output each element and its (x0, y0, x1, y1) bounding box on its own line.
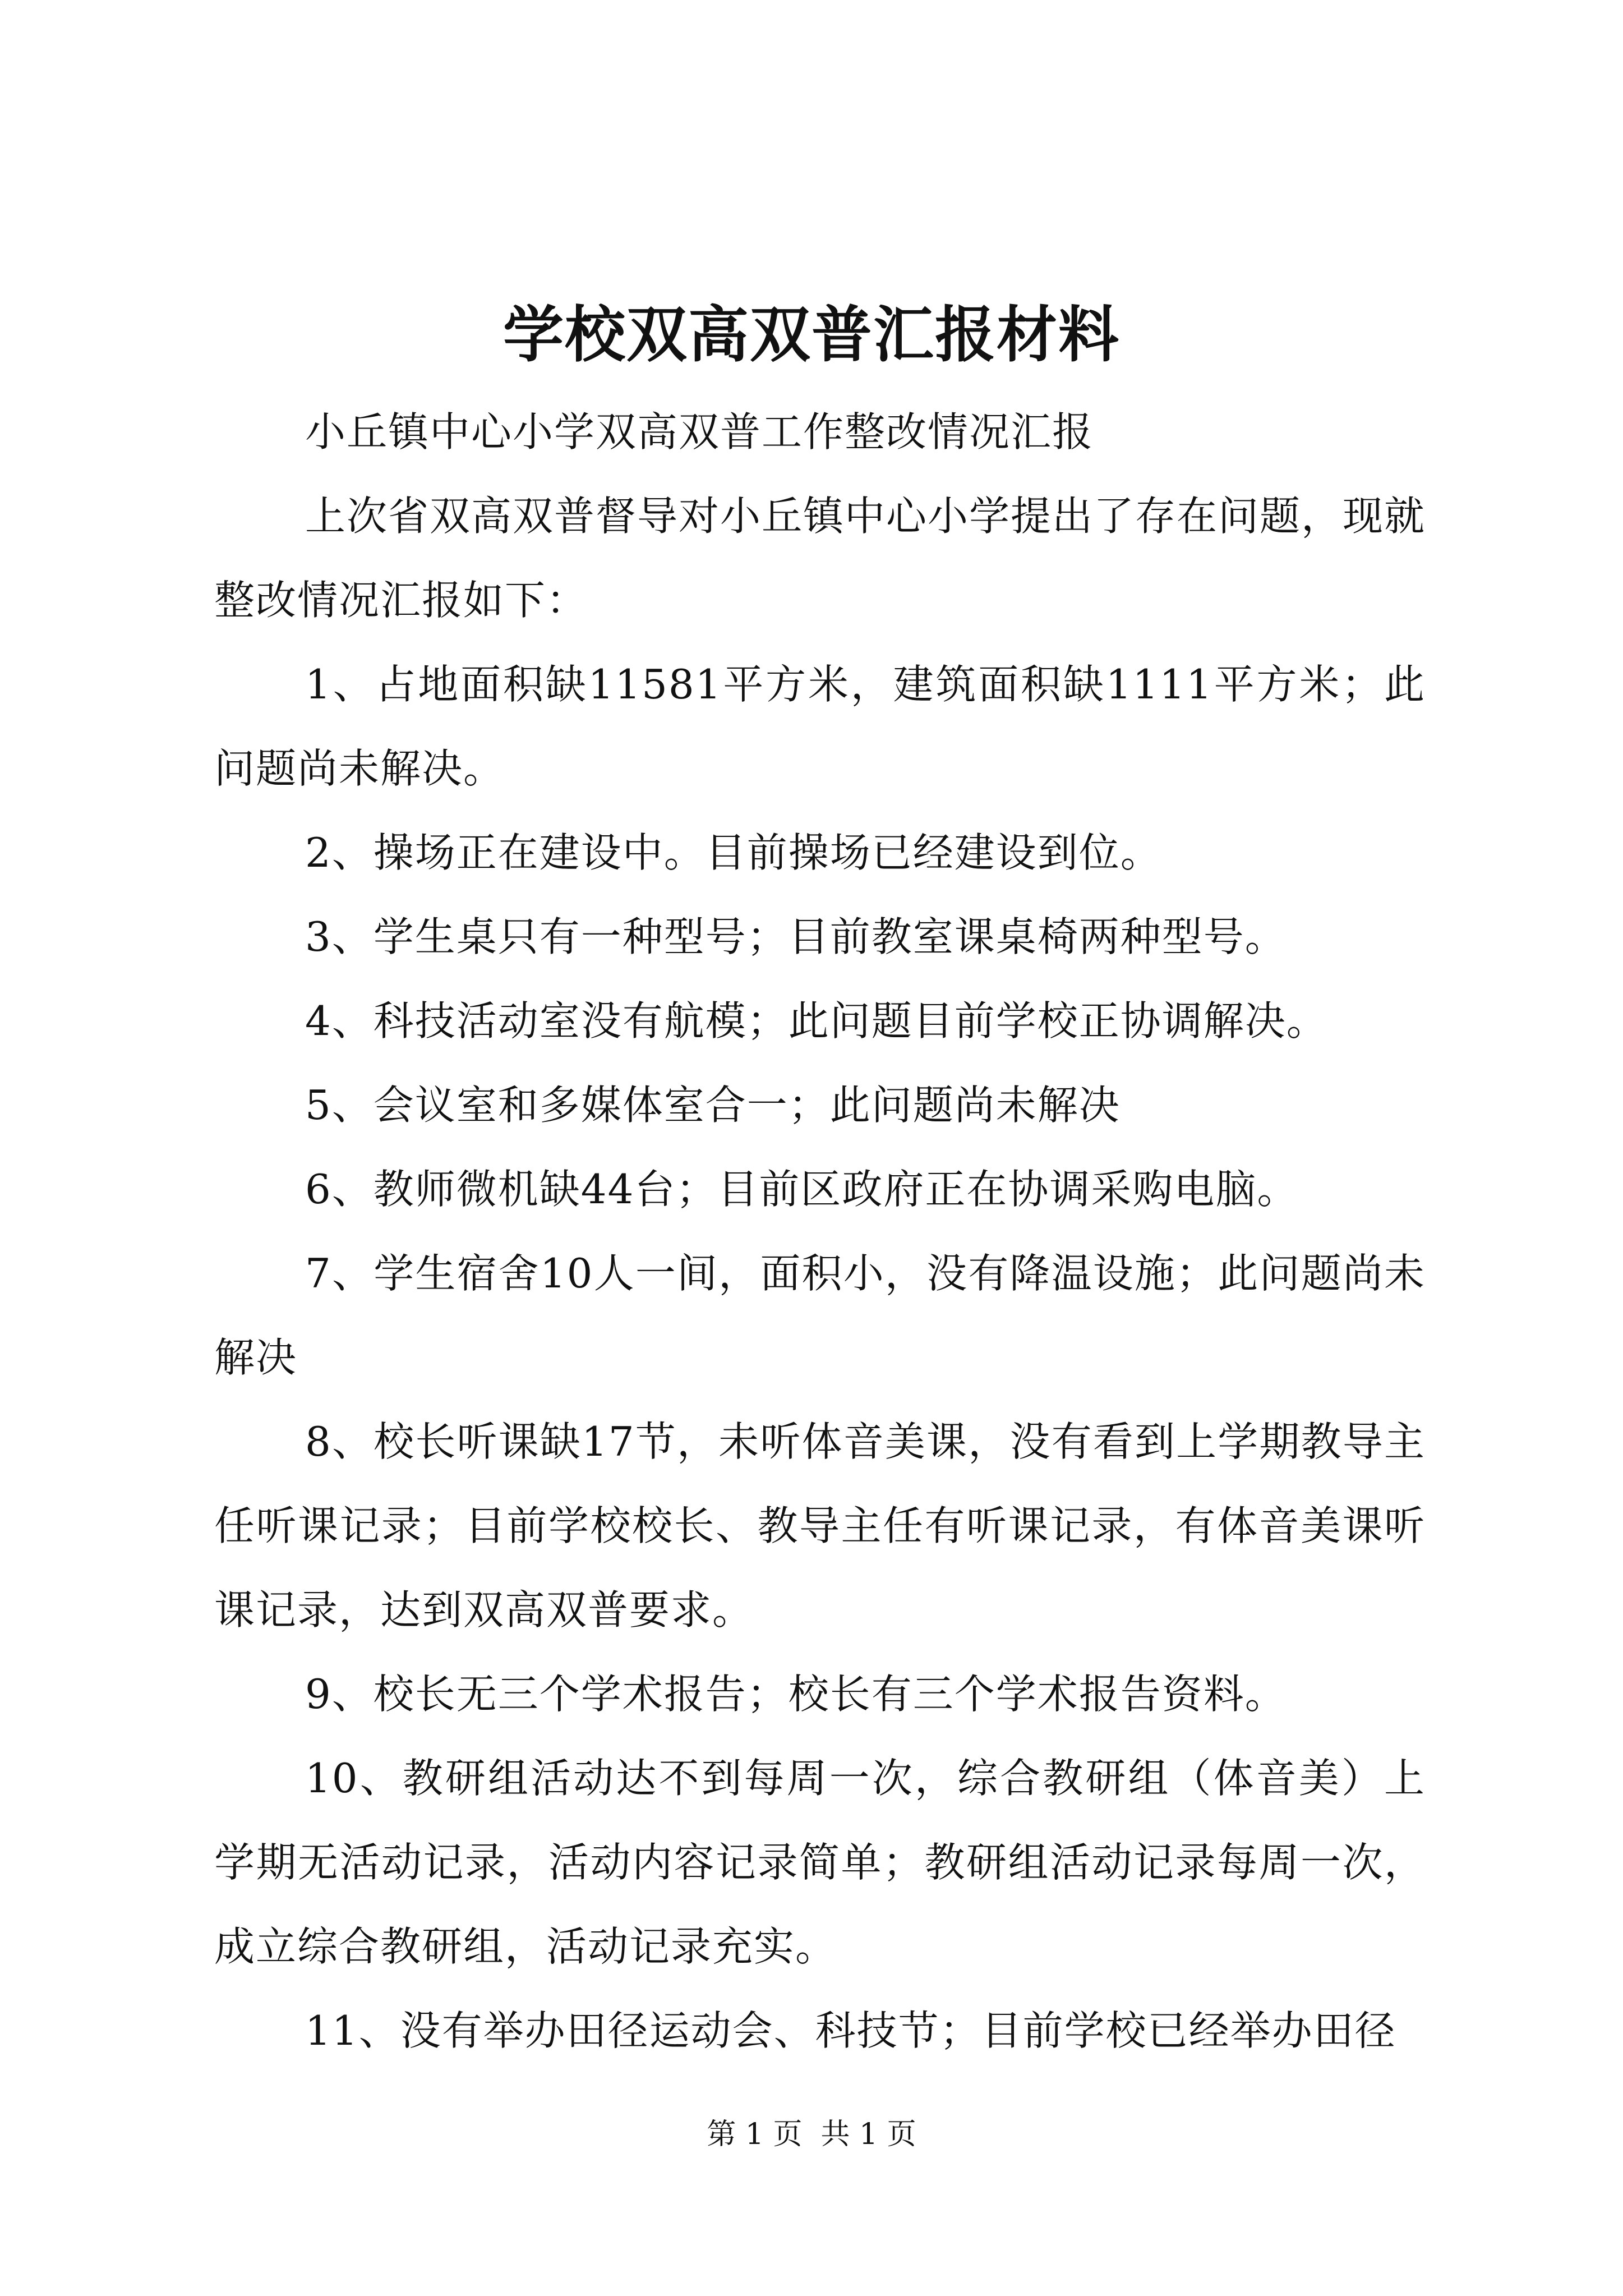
paragraph-item-2: 2、操场正在建设中。目前操场已经建设到位。 (305, 829, 1162, 876)
paragraph-intro: 上次省双高双普督导对小丘镇中心小学提出了存在问题，现就整改情况汇报如下： (214, 493, 1426, 624)
paragraph-item-10: 10、教研组活动达不到每周一次，综合教研组（体音美）上学期无活动记录，活动内容记录简单；教研组活动记录每周一次，成立综合教研组，活动记录充实。 (214, 1755, 1426, 1970)
paragraph-item-8: 8、校长听课缺17节，未听体音美课，没有看到上学期教导主任听课记录；目前学校校长、教导主任有听课记录，有体音美课听课记录，达到双高双普要求。 (214, 1418, 1426, 1634)
paragraph-item-3: 3、学生桌只有一种型号；目前教室课桌椅两种型号。 (305, 913, 1287, 960)
paragraph-item-4: 4、科技活动室没有航模；此问题目前学校正协调解决。 (305, 997, 1328, 1045)
paragraph-item-11: 11、没有举办田径运动会、科技节；目前学校已经举办田径 (305, 2007, 1396, 2054)
paragraph-item-9: 9、校长无三个学术报告；校长有三个学术报告资料。 (305, 1671, 1287, 1718)
page-number-footer: 第 1 页 共 1 页 (707, 2118, 916, 2151)
document-title: 学校双高双普汇报材料 (502, 300, 1120, 370)
paragraph-item-6: 6、教师微机缺44台；目前区政府正在协调采购电脑。 (305, 1166, 1299, 1213)
paragraph-item-5: 5、会议室和多媒体室合一；此问题尚未解决 (305, 1082, 1121, 1129)
document-body (214, 390, 1426, 2073)
paragraph-item-1: 1、占地面积缺11581平方米，建筑面积缺1111平方米；此问题尚未解决。 (214, 661, 1426, 792)
paragraph-subtitle: 小丘镇中心小学双高双普工作整改情况汇报 (305, 408, 1094, 455)
paragraph-item-7: 7、学生宿舍10人一间，面积小，没有降温设施；此问题尚未解决 (214, 1250, 1426, 1381)
